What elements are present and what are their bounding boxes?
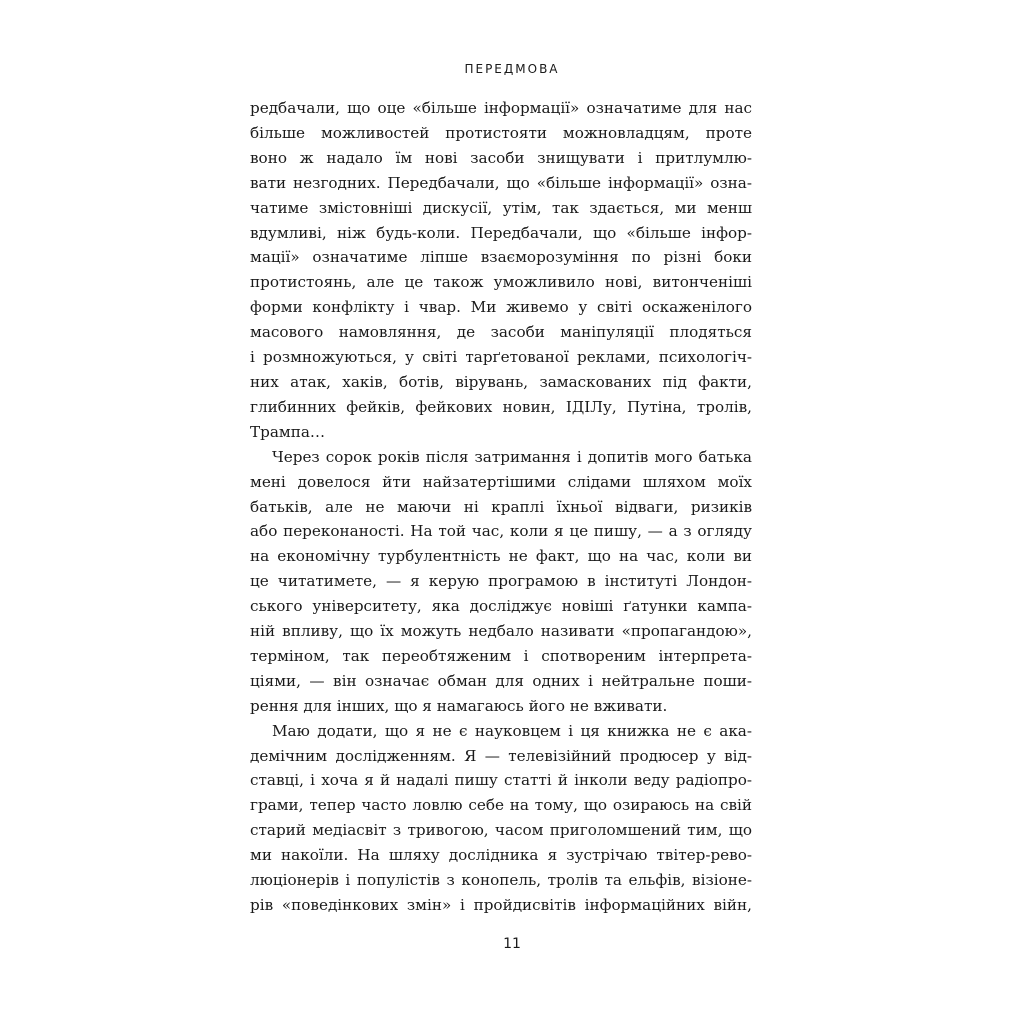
text-line: протистоянь, але це також уможливило нові, витонченіші [250, 273, 752, 292]
text-line: старий медіасвіт з тривогою, часом приголомшений тим, що [250, 821, 752, 840]
text-line: вдумливі, ніж будь-коли. Передбачали, що «більше інфор- [250, 223, 752, 242]
running-head: ПЕРЕДМОВА [464, 62, 560, 76]
text-line: мені довелося йти найзатертішими слідами шляхом моїх [250, 472, 752, 491]
text-line: них атак, хаків, ботів, вірувань, замаскованих під факти, [250, 372, 752, 391]
text-line: Трампа… [250, 422, 326, 441]
text-line: на економічну турбулентність не факт, що на час, коли ви [250, 547, 752, 566]
text-line: чатиме змістовніші дискусії, утім, так здається, ми менш [250, 198, 752, 217]
text-line: Через сорок років після затримання і допитів мого батька [272, 447, 752, 466]
text-line: люціонерів і популістів з конопель, тролів та ельфів, візіоне- [250, 871, 752, 890]
text-line: ціями, — він означає обман для одних і нейтральне поши- [250, 671, 752, 690]
text-line: глибинних фейків, фейкових новин, ІДІЛу, Путіна, тролів, [250, 397, 752, 416]
text-line: ставці, і хоча я й надалі пишу статті й інколи веду радіопро- [250, 771, 752, 790]
text-line: більше можливостей протистояти можновладцям, проте [250, 123, 752, 142]
paragraph-1 [250, 96, 752, 445]
text-line: воно ж надало їм нові засоби знищувати і притлумлю- [250, 148, 752, 167]
text-line: ній впливу, що їх можуть недбало називати «пропагандою», [250, 622, 752, 641]
text-line: рів «поведінкових змін» і пройдисвітів інформаційних війн, [250, 896, 752, 914]
body-text [250, 96, 752, 918]
text-line: терміном, так переобтяженим і спотвореним інтерпрета- [250, 646, 752, 665]
text-line: або переконаності. На той час, коли я це пишу, — а з огляду [250, 522, 752, 541]
text-line: Маю додати, що я не є науковцем і ця книжка не є ака- [272, 721, 752, 740]
paragraph-2 [250, 445, 752, 719]
text-line: ми накоїли. На шляху дослідника я зустрічаю твітер-рево- [250, 846, 752, 865]
text-line: грами, тепер часто ловлю себе на тому, що озираюсь на свій [250, 796, 752, 815]
text-line: масового намовляння, де засоби маніпуляції плодяться [250, 323, 752, 342]
text-line: рення для інших, що я намагаюсь його не вживати. [250, 696, 668, 715]
text-line: форми конфлікту і чвар. Ми живемо у світі оскаженілого [250, 298, 752, 317]
text-line: вати незгодних. Передбачали, що «більше інформації» озна- [250, 173, 752, 192]
text-line: батьків, але не маючи ні краплі їхньої відваги, ризиків [250, 497, 752, 516]
page-number: 11 [503, 936, 521, 952]
paragraph-3 [250, 719, 752, 918]
text-line: ського університету, яка досліджує новіші ґатунки кампа- [250, 597, 752, 616]
text-line: мації» означатиме ліпше взаєморозуміння по різні боки [250, 248, 752, 267]
text-line: це читатимете, — я керую програмою в інституті Лондон- [250, 572, 752, 591]
text-line: і розмножуються, у світі тарґетованої реклами, психологіч- [250, 348, 752, 367]
text-line: редбачали, що оце «більше інформації» означатиме для нас [250, 99, 752, 117]
text-line: демічним дослідженням. Я — телевізійний продюсер у від- [250, 746, 752, 765]
